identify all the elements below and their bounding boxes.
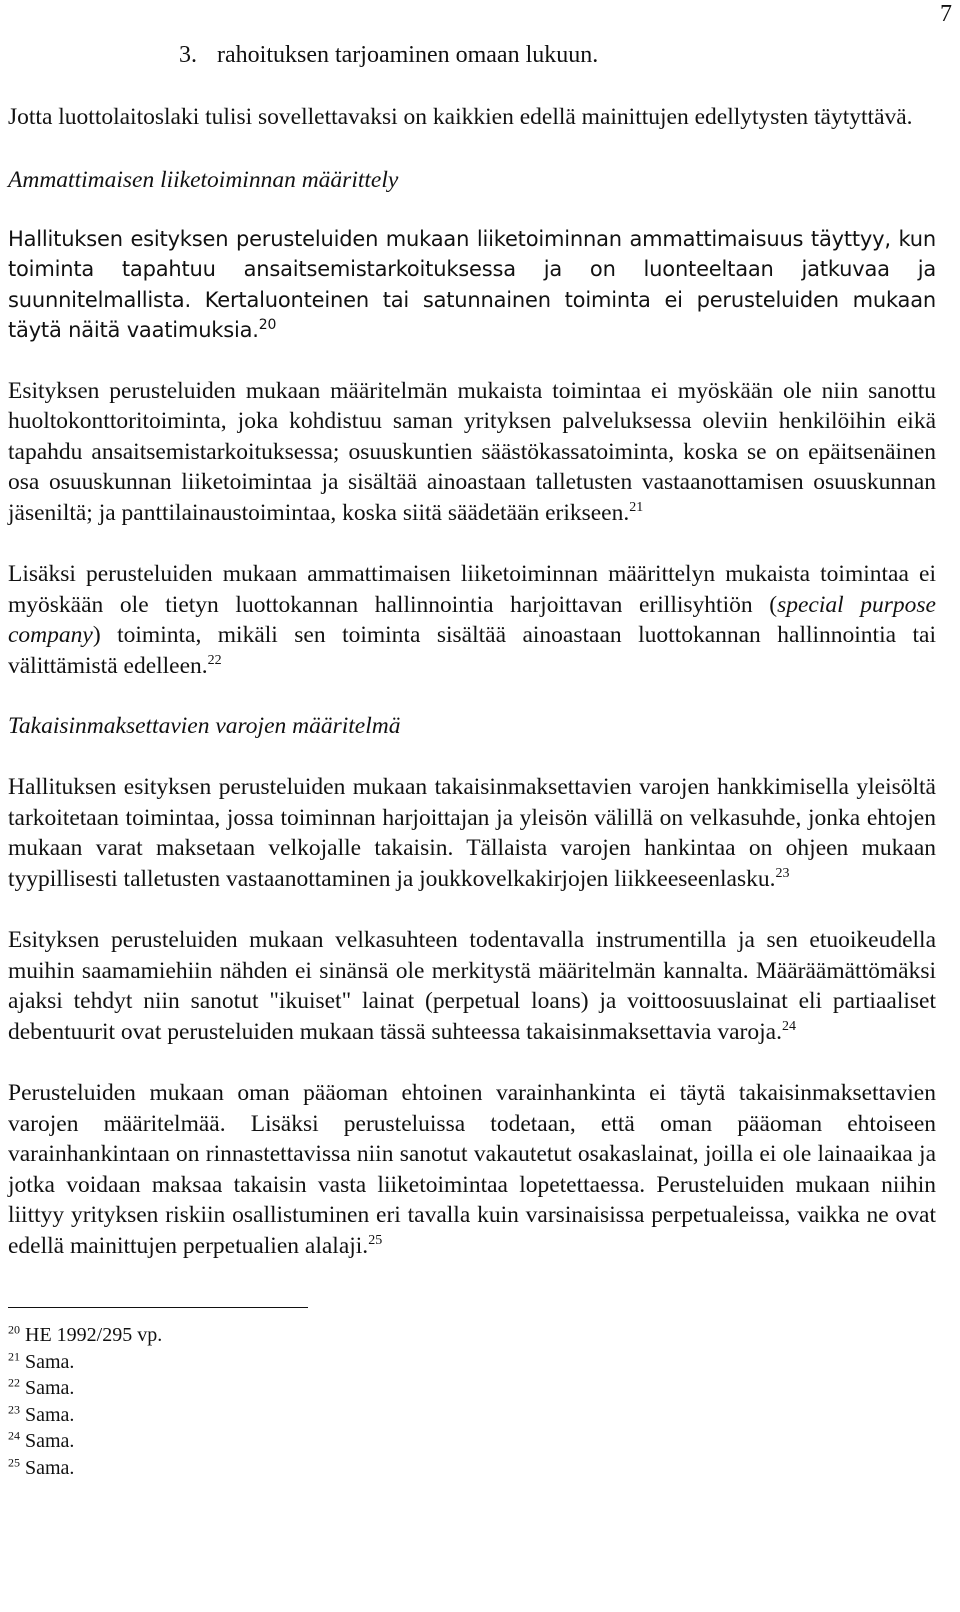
paragraph-text: Perusteluiden mukaan oman pääoman ehtoinen varainhankinta ei täytä takaisinmaksettavien varojen määritelmää. Lisäksi perusteluissa todetaan, että oman pääoman ehtoiseen varainhankintaan on rinnastettavissa niin sanotut vakautetut osakaslainat, joilla ei ole lainaaikaa ja jotka voidaan maksaa takaisin vasta liiketoimintaa lopetettaessa. Perusteluiden mukaan niihin liittyy yrityksen riskiin osallistuminen eri tavalla kuin varsinaisissa perpetualeissa, vaikka ne ovat edellä mainittujen perpetualien alalaji. (8, 1080, 936, 1259)
paragraph-equity-financing (8, 1078, 936, 1261)
list-item-number: 3. (179, 42, 197, 68)
footnote-22 (8, 1375, 936, 1402)
footnote-ref-23: 23 (775, 865, 790, 881)
footnote-text: Sama. (25, 1456, 75, 1479)
footnote-text: HE 1992/295 vp. (25, 1324, 163, 1346)
paragraph-text: Hallituksen esityksen perusteluiden mukaan takaisinmaksettavien varojen hankkimisella yleisöltä tarkoitetaan toimintaa, jossa toiminnan harjoittajan ja yleisön välillä on velkasuhde, jonka ehtojen mukaan varat maksetaan velkojalle takaisin. Tällaista varojen hankintaa on ohjeen mukaan tyypillisesti talletusten vastaanottaminen ja joukkovelkakirjojen liikkeeseenlasku. (8, 774, 936, 892)
footnote-text: Sama. (25, 1403, 75, 1426)
footnote-ref-24: 24 (781, 1018, 796, 1034)
paragraph-text-after: ) toiminta, mikäli sen toiminta sisältää ainoastaan luottokannan hallinnointia tai välittämistä edelleen. (8, 622, 936, 679)
footnotes (8, 1322, 936, 1481)
heading-professional-business: Ammattimaisen liiketoiminnan määrittely (8, 166, 399, 193)
footnote-number: 21 (8, 1348, 20, 1363)
paragraph-requirements: Jotta luottolaitoslaki tulisi sovellettavaksi on kaikkien edellä mainittujen edellytysten täytyttävä. (8, 104, 913, 130)
paragraph-text: Esityksen perusteluiden mukaan velkasuhteen todentavalla instrumentilla ja sen etuoikeudella muihin saamamiehiin nähden ei sinänsä ole merkitystä määritelmän kannalta. Määräämättömäksi ajaksi tehdyt niin sanotut "ikuiset" lainat (perpetual loans) ja voittoosuuslainat eli partiaaliset debentuurit ovat perusteluiden mukaan tässä suhteessa takaisinmaksettavia varoja. (8, 927, 936, 1045)
paragraph-text-italic: special purpose company (8, 591, 936, 648)
document-body (8, 0, 936, 1481)
footnote-number: 23 (8, 1401, 20, 1416)
list-item-text: rahoituksen tarjoaminen omaan lukuun. (217, 42, 599, 68)
footnote-number: 25 (8, 1454, 20, 1469)
footnote-ref-22: 22 (207, 652, 222, 668)
footnote-ref-20: 20 (258, 317, 277, 333)
heading-repayable-funds: Takaisinmaksettavien varojen määritelmä (8, 713, 401, 739)
footnote-ref-25: 25 (368, 1232, 383, 1248)
footnote-text: Sama. (25, 1377, 75, 1399)
paragraph-text-before: Lisäksi perusteluiden mukaan ammattimaisen liiketoiminnan määrittelyn mukaista toimintaa ei myöskään ole tietyn luottokannan hallinnointia harjoittavan erillisyhtiön ( (8, 561, 936, 618)
footnote-number: 22 (8, 1375, 20, 1390)
footnote-23 (8, 1402, 936, 1429)
paragraph-text: Hallituksen esityksen perusteluiden mukaan liiketoiminnan ammattimaisuus täyttyy, kun toiminta tapahtuu ansaitsemistarkoituksessa ja on luonteeltaan jatkuvaa ja suunnitelmallista. Kertaluonteinen tai satunnainen toiminta ei perusteluiden mukaan täytä näitä vaatimuksia. (8, 226, 936, 342)
paragraph-professionalism (8, 224, 936, 346)
paragraph-instrument (8, 925, 936, 1047)
paragraph-exclusions (8, 376, 936, 529)
footnote-text: Sama. (25, 1430, 75, 1452)
footnote-number: 24 (8, 1428, 20, 1443)
footnote-ref-21: 21 (629, 499, 644, 515)
page-number: 7 (940, 1, 952, 27)
paragraph-text: Esityksen perusteluiden mukaan määritelmän mukaista toimintaa ei myöskään ole niin sanottu huoltokonttoritoiminta, joka kohdistuu saman yrityksen palveluksessa oleviin henkilöihin eikä tapahdu ansaitsemistarkoituksessa; osuuskuntien säästökassatoiminta, koska se on epäitsenäinen osa osuuskunnan liiketoimintaa ja sisältää ainoastaan talletusten vastaanottamisen osuuskunnan jäseniltä; ja panttilainaustoimintaa, koska siitä säädetään erikseen. (8, 377, 936, 526)
footnote-separator (8, 1307, 308, 1308)
footnote-20 (8, 1322, 936, 1349)
paragraph-special-purpose (8, 559, 936, 681)
footnote-number: 20 (8, 1322, 20, 1337)
footnote-25 (8, 1455, 936, 1482)
paragraph-repayable-definition (8, 772, 936, 894)
footnote-24 (8, 1428, 936, 1455)
footnote-text: Sama. (25, 1350, 75, 1373)
footnote-21 (8, 1349, 936, 1376)
list-item-3 (179, 40, 936, 70)
